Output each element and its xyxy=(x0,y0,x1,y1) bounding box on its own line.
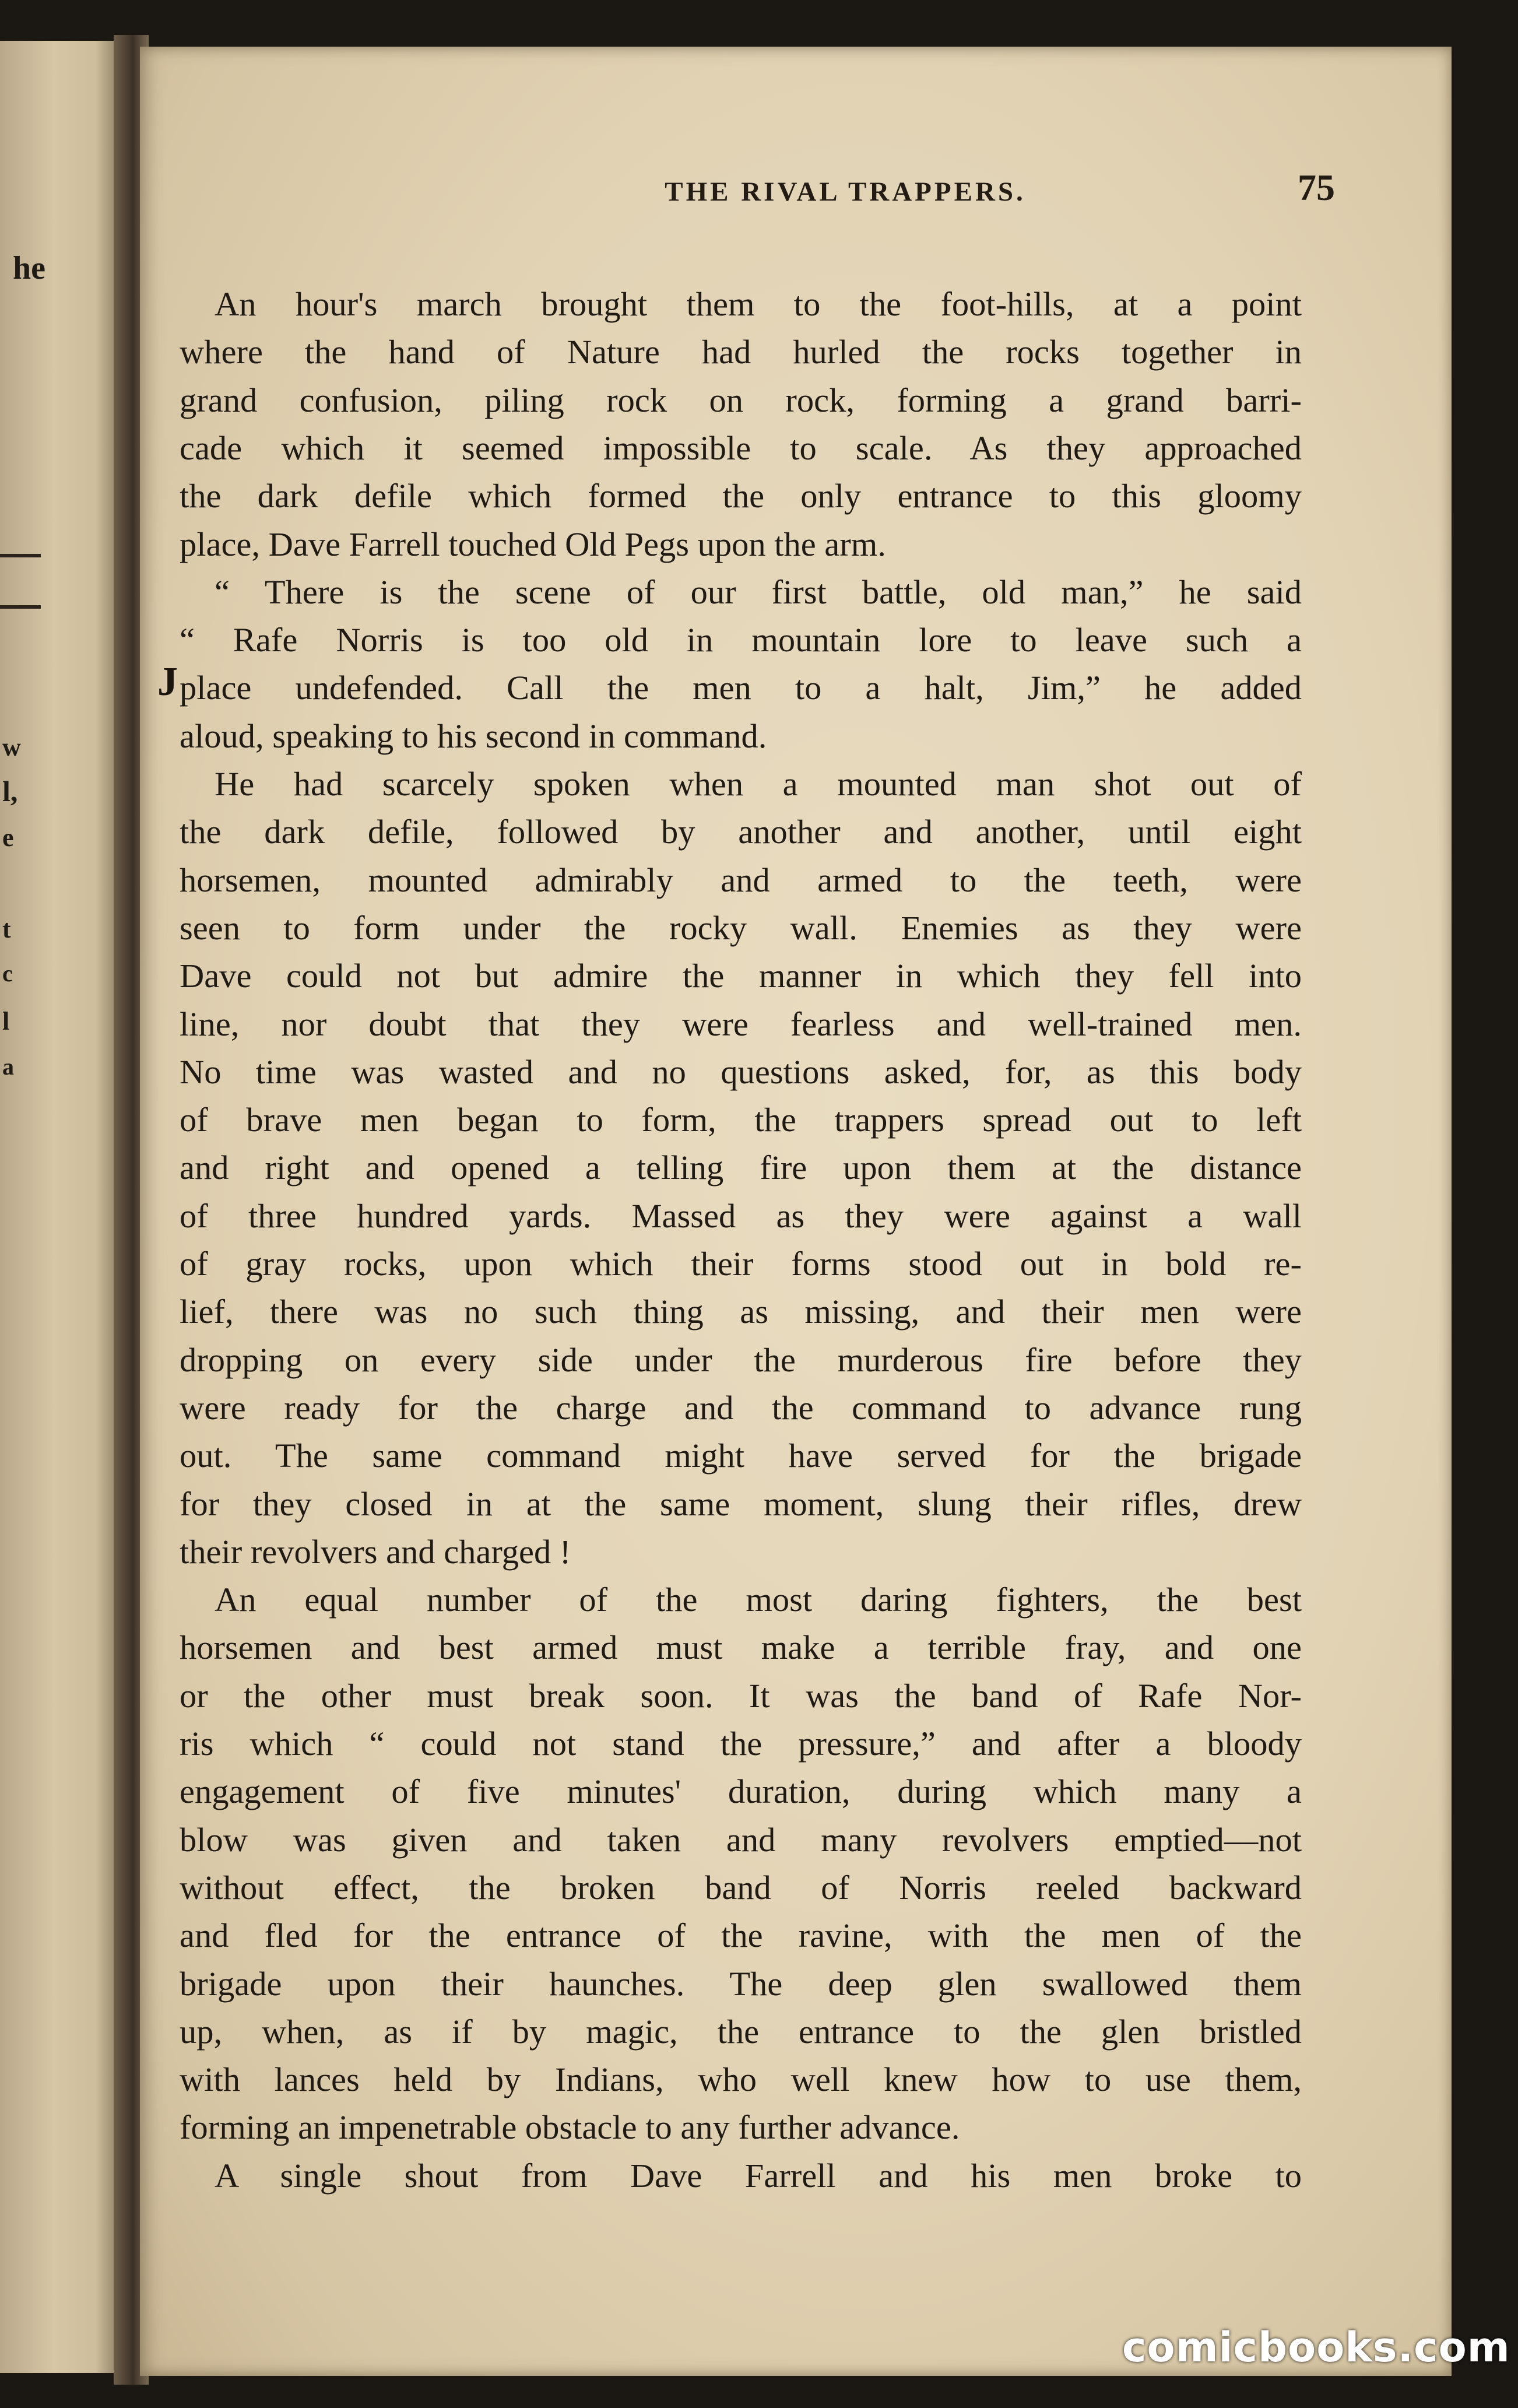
page-number: 75 xyxy=(1298,167,1335,208)
text-line: seen to form under the rocky wall. Enemies as they were xyxy=(180,909,1302,947)
text-line: with lances held by Indians, who well knew how to use them, xyxy=(180,2061,1302,2098)
text-line: their revolvers and charged ! xyxy=(180,1533,571,1571)
text-line: lief, there was no such thing as missing, and their men were xyxy=(180,1293,1302,1331)
text-line: blow was given and taken and many revolvers emptied—not xyxy=(180,1821,1302,1859)
text-line: horsemen, mounted admirably and armed to the teeth, were xyxy=(180,861,1302,899)
text-line: engagement of five minutes' duration, during which many a xyxy=(180,1772,1302,1810)
text-line: place undefended. Call the men to a halt, Jim,” he added xyxy=(180,669,1302,707)
facing-page-rule xyxy=(0,605,41,609)
facing-page-edge xyxy=(0,41,120,2373)
text-line: of gray rocks, upon which their forms stood out in bold re- xyxy=(180,1245,1302,1283)
text-line: No time was wasted and no questions asked, for, as this body xyxy=(180,1053,1302,1091)
text-line: aloud, speaking to his second in command. xyxy=(180,717,767,755)
text-line: out. The same command might have served for the brigade xyxy=(180,1437,1302,1475)
text-line: without effect, the broken band of Norris reeled backward xyxy=(180,1869,1302,1907)
text-line: An equal number of the most daring fighters, the best xyxy=(215,1581,1302,1619)
text-line: dropping on every side under the murderous fire before they xyxy=(180,1341,1302,1379)
facing-page-fragment: c xyxy=(2,960,13,987)
text-line: cade which it seemed impossible to scale. As they approached xyxy=(180,429,1302,467)
text-line: He had scarcely spoken when a mounted man shot out of xyxy=(215,765,1302,803)
facing-page-fragment: he xyxy=(13,250,45,286)
text-line: of brave men began to form, the trappers spread out to left xyxy=(180,1101,1302,1139)
text-line: ris which “ could not stand the pressure,” and after a bloody xyxy=(180,1725,1302,1763)
text-line: forming an impenetrable obstacle to any further advance. xyxy=(180,2108,960,2146)
text-line: “ Rafe Norris is too old in mountain lore to leave such a xyxy=(180,621,1302,659)
text-line: of three hundred yards. Massed as they were against a wall xyxy=(180,1197,1302,1235)
text-line: brigade upon their haunches. The deep glen swallowed them xyxy=(180,1965,1302,2003)
text-line: An hour's march brought them to the foot-hills, at a point xyxy=(215,285,1302,323)
text-line: for they closed in at the same moment, slung their rifles, drew xyxy=(180,1485,1302,1523)
right-page xyxy=(140,47,1452,2376)
stray-ink-mark: J xyxy=(157,659,178,704)
text-line: or the other must break soon. It was the band of Rafe Nor- xyxy=(180,1677,1302,1715)
text-line: grand confusion, piling rock on rock, forming a grand barri- xyxy=(180,381,1302,419)
facing-page-fragment: t xyxy=(2,915,11,943)
running-head: THE RIVAL TRAPPERS. xyxy=(665,177,1026,207)
facing-page-fragment: l xyxy=(2,1007,10,1035)
text-line: and right and opened a telling fire upon them at the distance xyxy=(180,1149,1302,1187)
facing-page-fragment: e xyxy=(2,823,14,852)
text-line: the dark defile, followed by another and another, until eight xyxy=(180,813,1302,851)
text-line: up, when, as if by magic, the entrance to the glen bristled xyxy=(180,2013,1302,2051)
text-line: and fled for the entrance of the ravine, with the men of the xyxy=(180,1916,1302,1954)
facing-page-fragment: l, xyxy=(2,775,18,808)
body-text xyxy=(157,47,1440,2376)
text-line: line, nor doubt that they were fearless and well-trained men. xyxy=(180,1005,1302,1043)
text-line: Dave could not but admire the manner in which they fell into xyxy=(180,957,1302,995)
facing-page-fragment: a xyxy=(2,1054,14,1080)
text-line: place, Dave Farrell touched Old Pegs upon the arm. xyxy=(180,525,886,563)
watermark: comicbooks.com xyxy=(1122,2323,1510,2371)
text-line: horsemen and best armed must make a terrible fray, and one xyxy=(180,1628,1302,1666)
text-line: A single shout from Dave Farrell and his men broke to xyxy=(215,2157,1302,2195)
text-line: “ There is the scene of our first battle, old man,” he said xyxy=(215,573,1302,611)
facing-page-fragment: w xyxy=(2,733,21,761)
text-line: the dark defile which formed the only entrance to this gloomy xyxy=(180,477,1302,515)
facing-page-rule xyxy=(0,554,41,557)
text-line: where the hand of Nature had hurled the rocks together in xyxy=(180,333,1302,371)
text-line: were ready for the charge and the command to advance rung xyxy=(180,1389,1302,1427)
